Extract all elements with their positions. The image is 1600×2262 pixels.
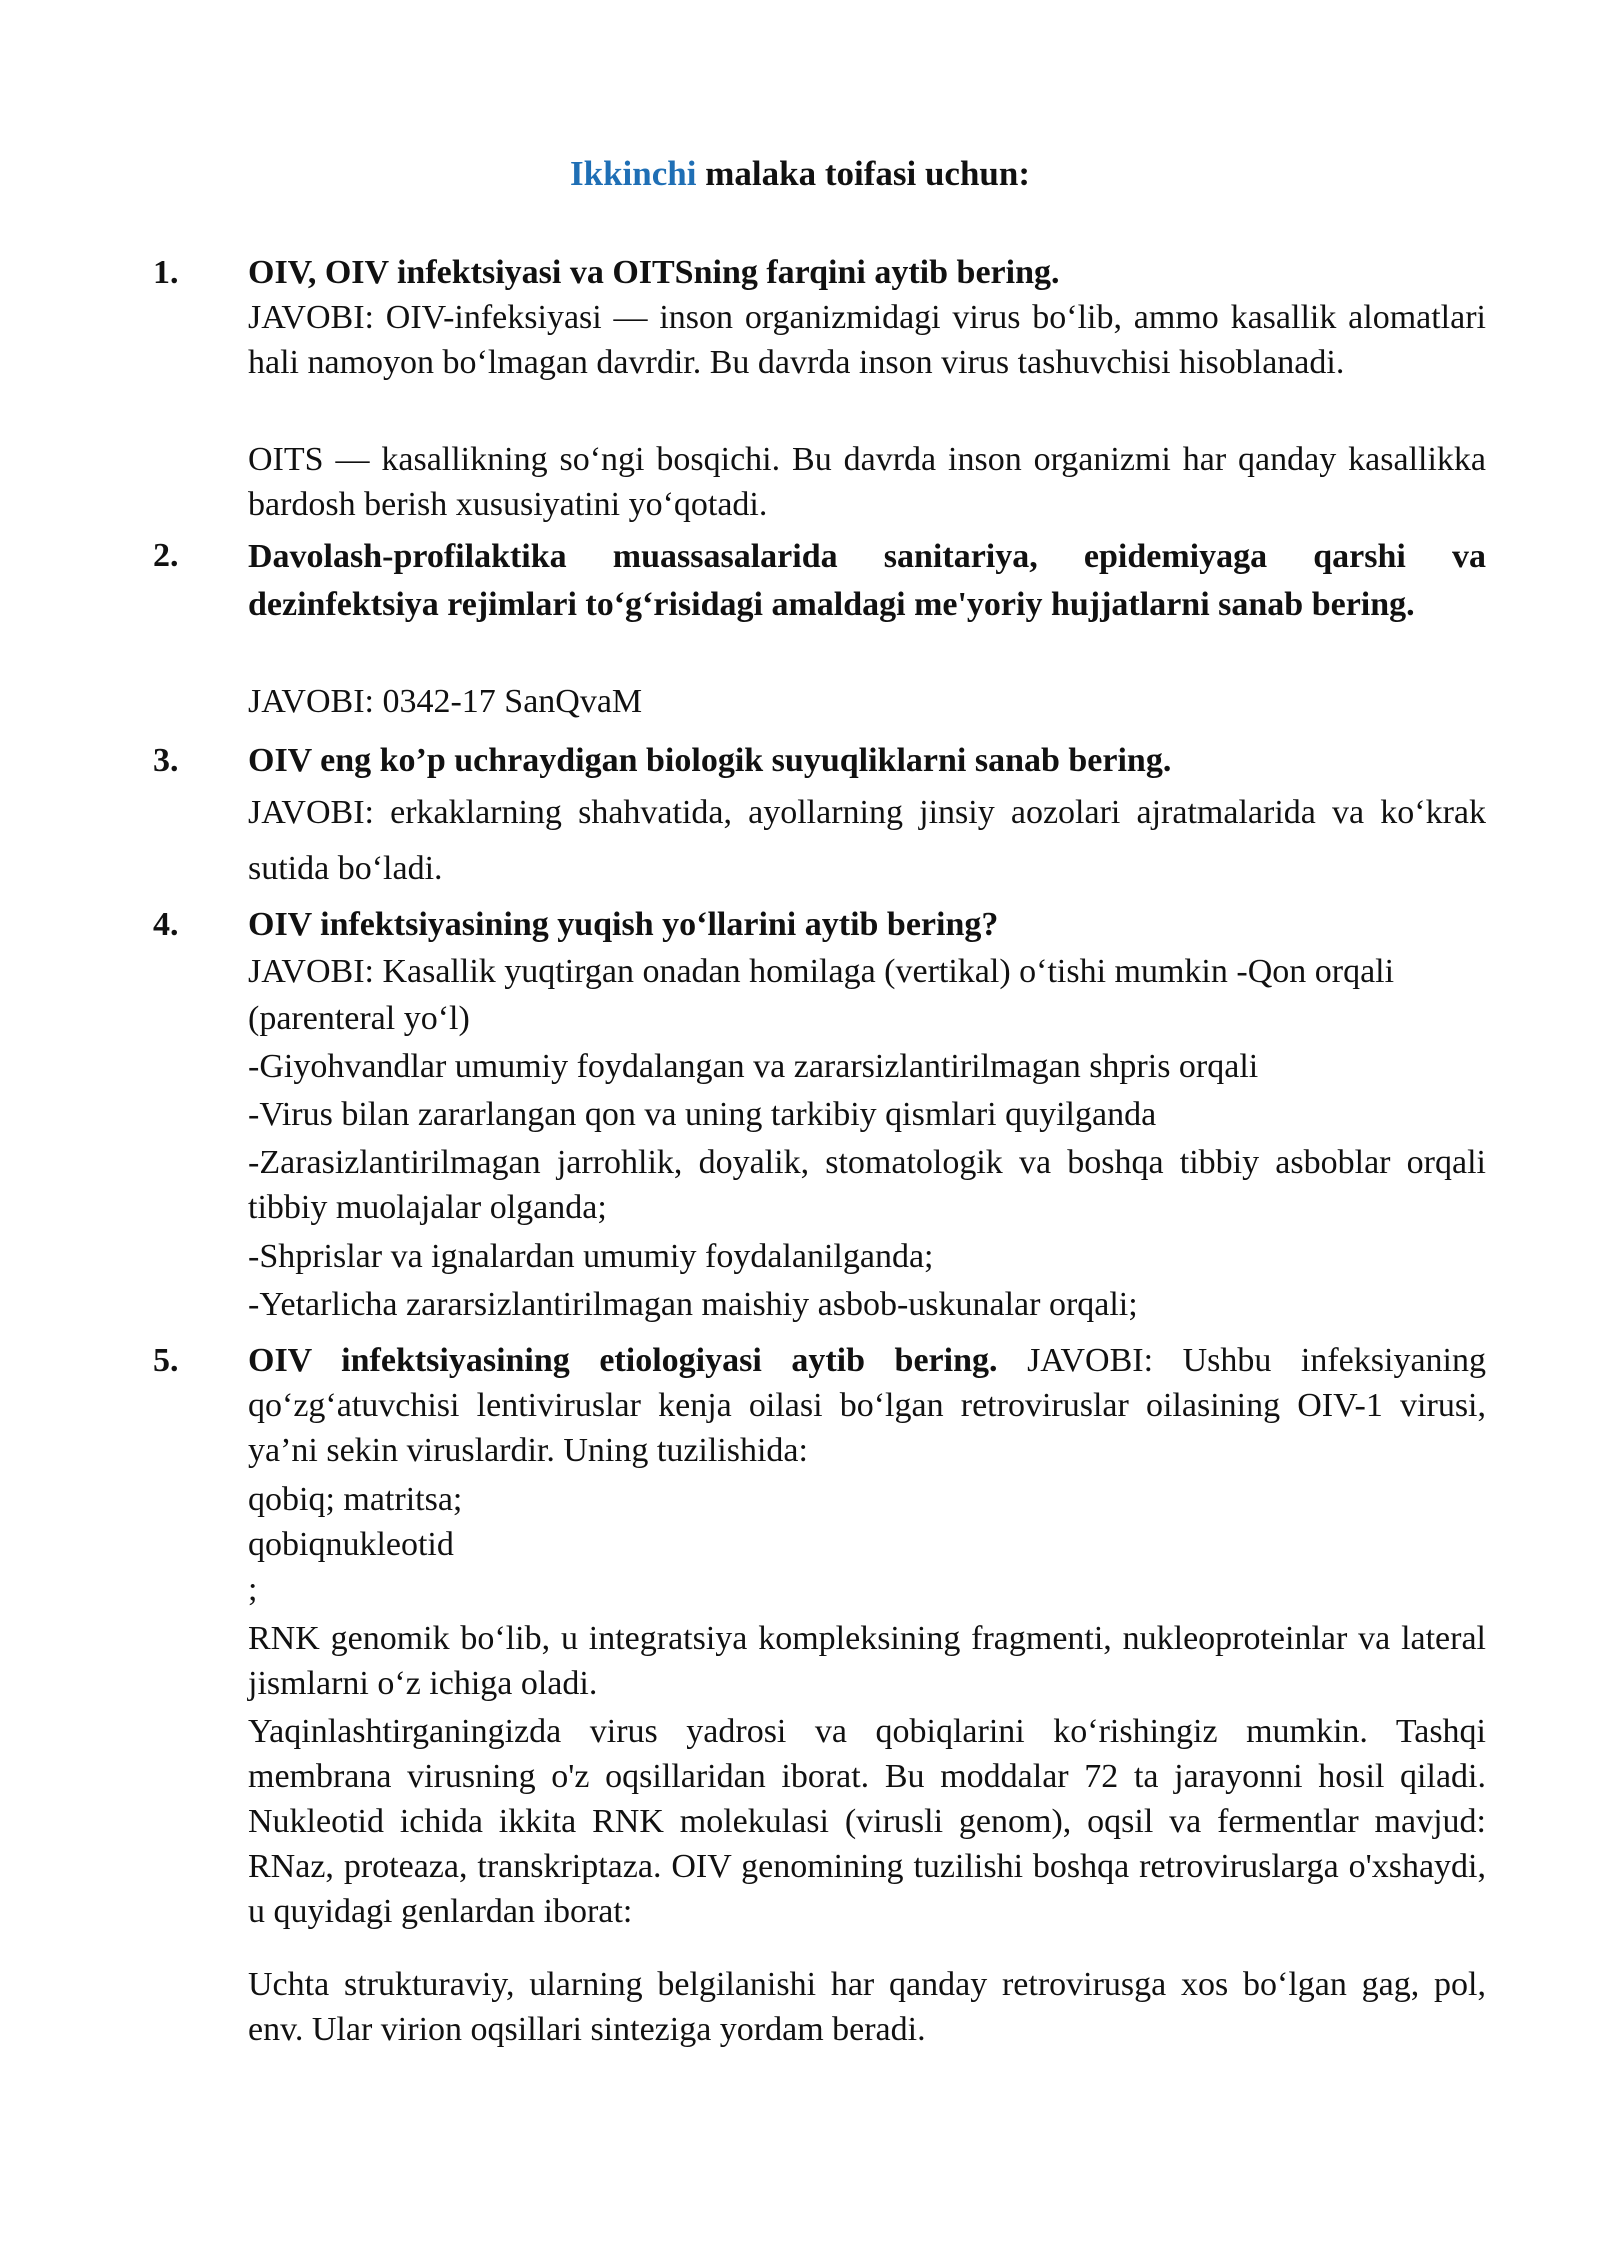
item-5-paragraph [248, 1338, 1486, 1473]
page-title [0, 150, 1600, 198]
item-4-answer-1: JAVOBI: Kasallik yuqtirgan onadan homilaga (vertikal) o‘tishi mumkin -Qon orqali (parenteral yo‘l) [248, 953, 1395, 1037]
item-4-answer-3: -Virus bilan zararlangan qon va uning tarkibiy qismlari quyilganda [248, 1096, 1157, 1133]
item-5-answer-5: Yaqinlashtirganingizda virus yadrosi va qobiqlarini ko‘rishingiz mumkin. Tashqi membrana virusning o'z oqsillaridan iborat. Bu moddalar 72 ta jarayonni hosil qiladi. Nukleotid ichida ikkita RNK molekulasi (virusli genom), oqsil va fermentlar mavjud: RNaz, proteaza, transkriptaza. OIV genomining tuzilishi boshqa retroviruslarga o'xshaydi, u quyidagi genlardan iborat: [248, 1713, 1486, 1930]
item-5-answer-4: RNK genomik bo‘lib, u integratsiya kompleksining fragmenti, nukleoproteinlar va lateral jismlarni o‘z ichiga oladi. [248, 1620, 1486, 1702]
item-5-answer-1: qobiq; matritsa; [248, 1481, 463, 1518]
item-5-answer-3: ; [248, 1571, 258, 1608]
title-accent: Ikkinchi [570, 154, 697, 193]
item-1-number: 1. [153, 254, 179, 291]
item-2-number: 2. [153, 537, 179, 574]
title-rest: malaka toifasi uchun: [696, 154, 1030, 193]
item-3-answer-1: JAVOBI: erkaklarning shahvatida, ayollarning jinsiy aozolari ajratmalarida va ko‘krak sutida bo‘ladi. [248, 794, 1486, 887]
item-4-question: OIV infektsiyasining yuqish yo‘llarini aytib bering? [248, 906, 999, 943]
item-1-answer-2: OITS — kasallikning so‘ngi bosqichi. Bu davrda inson organizmi har qanday kasallikka bardosh berish xususiyatini yo‘qotadi. [248, 441, 1486, 523]
item-2-answer-1: JAVOBI: 0342-17 SanQvaM [248, 683, 643, 720]
item-4-answer-2: -Giyohvandlar umumiy foydalangan va zararsizlantirilmagan shpris orqali [248, 1048, 1259, 1085]
item-5-question: OIV infektsiyasining etiologiyasi aytib bering. [248, 1342, 998, 1379]
item-4-number: 4. [153, 906, 179, 943]
item-5-answer-6: Uchta strukturaviy, ularning belgilanishi har qanday retrovirusga xos bo‘lgan gag, pol, env. Ular virion oqsillari sinteziga yordam beradi. [248, 1966, 1486, 2048]
item-1-answer-1: JAVOBI: OIV-infeksiyasi — inson organizmidagi virus bo‘lib, ammo kasallik alomatlari hali namoyon bo‘lmagan davrdir. Bu davrda inson virus tashuvchisi hisoblanadi. [248, 299, 1486, 381]
item-5-answer-2: qobiqnukleotid [248, 1526, 454, 1563]
item-5-number: 5. [153, 1342, 179, 1379]
item-2-question: Davolash-profilaktika muassasalarida sanitariya, epidemiyaga qarshi va dezinfektsiya rejimlari to‘g‘risidagi amaldagi me'yoriy hujjatlarni sanab bering. [248, 538, 1486, 623]
item-4-answer-6: -Yetarlicha zararsizlantirilmagan maishiy asbob-uskunalar orqali; [248, 1286, 1138, 1323]
item-4-answer-5: -Shprislar va ignalardan umumiy foydalanilganda; [248, 1238, 934, 1275]
item-3-question: OIV eng ko’p uchraydigan biologik suyuqliklarni sanab bering. [248, 742, 1172, 779]
item-3-number: 3. [153, 742, 179, 779]
item-4-answer-4: -Zarasizlantirilmagan jarrohlik, doyalik, stomatologik va boshqa tibbiy asboblar orqali tibbiy muolajalar olganda; [248, 1144, 1486, 1226]
item-5-answer-inline: JAVOBI: Ushbu infeksiyaning qo‘zg‘atuvchisi lentiviruslar kenja oilasi bo‘lgan retroviruslar oilasining OIV-1 virusi, ya’ni sekin viruslardir. Uning tuzilishida: [248, 1342, 1486, 1469]
item-1-question: OIV, OIV infektsiyasi va OITSning farqini aytib bering. [248, 254, 1060, 291]
